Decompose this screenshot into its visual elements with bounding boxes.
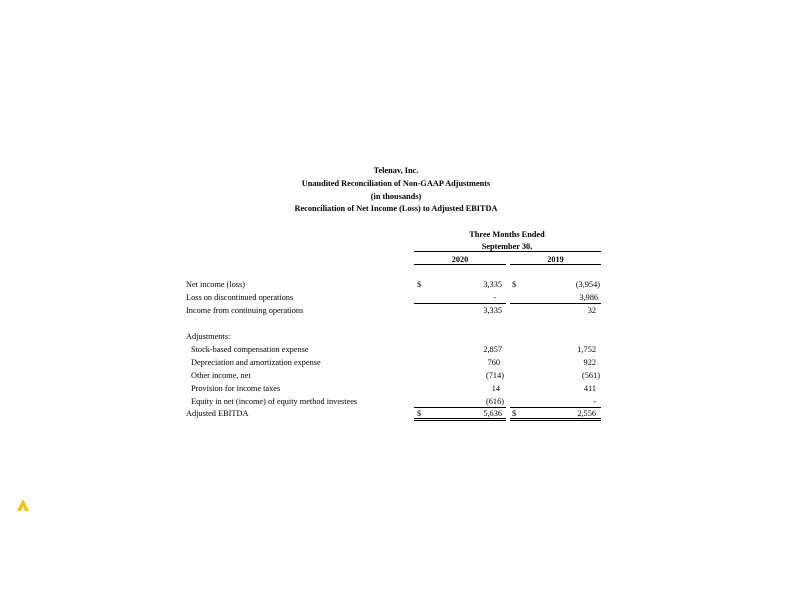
row-label-net-income: Net income (loss)	[186, 280, 245, 289]
row-label-depreciation: Depreciation and amortization expense	[191, 358, 321, 367]
total-double-rule	[414, 420, 506, 421]
total-double-rule	[414, 418, 506, 419]
value-other-income-2020: (714)	[486, 371, 504, 380]
total-double-rule	[510, 418, 601, 419]
value-equity-investees-2020: (616)	[486, 397, 504, 406]
value-stock-comp-2020: 2,857	[483, 345, 502, 354]
row-label-income-continuing: Income from continuing operations	[186, 306, 304, 315]
value-depreciation-2019: 922	[583, 358, 596, 367]
value-income-continuing-2019: 32	[587, 306, 596, 315]
year-2020-rule	[414, 264, 506, 265]
currency-symbol: $	[417, 409, 422, 418]
period-header: Three Months Ended	[469, 230, 545, 239]
header-rule	[414, 251, 601, 252]
currency-symbol: $	[417, 280, 422, 289]
value-income-taxes-2020: 14	[491, 384, 500, 393]
value-net-income-2019: (3,954)	[575, 280, 600, 289]
subtotal-rule	[414, 303, 506, 304]
value-depreciation-2020: 760	[487, 358, 500, 367]
row-label-stock-comp: Stock-based compensation expense	[191, 345, 309, 354]
currency-symbol: $	[512, 409, 517, 418]
value-loss-discontinued-2019: 3,986	[579, 293, 598, 302]
company-logo-icon	[16, 498, 30, 512]
subtotal-rule	[510, 303, 601, 304]
row-label-income-taxes: Provision for income taxes	[191, 384, 281, 393]
value-other-income-2019: (561)	[582, 371, 600, 380]
value-income-continuing-2020: 3,335	[483, 306, 502, 315]
row-label-other-income: Other income, net	[191, 371, 251, 380]
value-net-income-2020: 3,335	[483, 280, 502, 289]
page-title: Reconciliation of Net Income (Loss) to Adjusted EBITDA	[294, 204, 498, 213]
row-label-adjusted-ebitda: Adjusted EBITDA	[186, 409, 249, 418]
company-name: Telenav, Inc.	[373, 166, 419, 175]
value-adjusted-ebitda-2020: 5,636	[483, 409, 502, 418]
row-label-equity-investees: Equity in net (income) of equity method investees	[191, 397, 358, 406]
currency-symbol: $	[512, 280, 517, 289]
value-loss-discontinued-2020: -	[493, 293, 496, 302]
reconciliation-title: Unaudited Reconciliation of Non-GAAP Adjustments	[301, 179, 491, 188]
total-double-rule	[510, 420, 601, 421]
year-2019-rule	[510, 264, 601, 265]
value-stock-comp-2019: 1,752	[577, 345, 596, 354]
value-income-taxes-2019: 411	[583, 384, 596, 393]
value-adjusted-ebitda-2019: 2,556	[577, 409, 596, 418]
section-label-adjustments: Adjustments:	[186, 332, 231, 341]
units-note: (in thousands)	[370, 192, 422, 201]
subtotal-rule	[510, 407, 601, 408]
year-2020-header: 2020	[451, 255, 469, 264]
row-label-loss-discontinued: Loss on discontinued operations	[186, 293, 294, 302]
value-equity-investees-2019: -	[593, 397, 596, 406]
period-header-date: September 30,	[481, 242, 533, 251]
year-2019-header: 2019	[547, 255, 564, 264]
subtotal-rule	[414, 407, 506, 408]
